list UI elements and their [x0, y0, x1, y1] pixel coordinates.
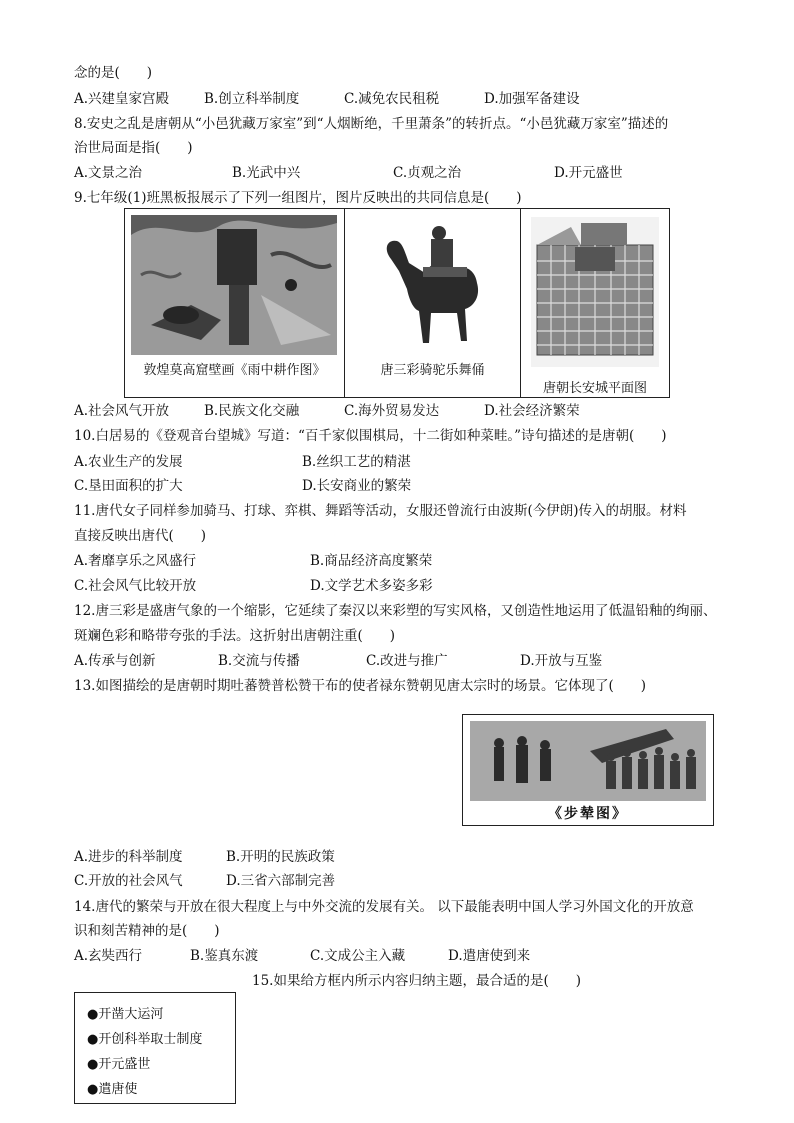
q8-option-a[interactable]: A.文景之治 [74, 165, 143, 181]
changan-map-image [531, 217, 659, 367]
q9-image-camel-cell [345, 209, 521, 397]
q9-option-a[interactable]: A.社会风气开放 [74, 403, 170, 419]
q10-stem: 10.白居易的《登观音台望城》写道：“百千家似围棋局，十二街如种菜畦。”诗句描述的是唐朝( ) [74, 428, 667, 444]
q14-stem-line1: 14.唐代的繁荣与开放在很大程度上与中外交流的发展有关。 以下最能表明中国人学习外国文化的开放意 [74, 899, 694, 915]
q15-topic-box [74, 992, 236, 1104]
q15-item-envoys: ●遣唐使 [87, 1082, 138, 1097]
q10-option-a[interactable]: A.农业生产的发展 [74, 454, 183, 470]
q13-stem: 13.如图描绘的是唐朝时期吐蕃赞普松赞干布的使者禄东赞朝见唐太宗时的场景。它体现了( ) [74, 678, 647, 694]
q7-option-d[interactable]: D.加强军备建设 [484, 91, 580, 107]
q15-stem: 15.如果给方框内所示内容归纳主题，最合适的是( ) [252, 973, 582, 989]
q13-option-d[interactable]: D.三省六部制完善 [226, 873, 336, 889]
q9-caption-changan: 唐朝长安城平面图 [542, 381, 647, 396]
buniantu-painting-image [470, 721, 706, 801]
q12-option-a[interactable]: A.传承与创新 [74, 653, 156, 669]
q12-option-d[interactable]: D.开放与互鉴 [520, 653, 603, 669]
q10-option-c[interactable]: C.垦田面积的扩大 [74, 478, 183, 494]
q15-item-imperial-exam: ●开创科举取士制度 [87, 1032, 203, 1047]
q14-option-a[interactable]: A.玄奘西行 [74, 948, 143, 964]
q13-option-c[interactable]: C.开放的社会风气 [74, 873, 183, 889]
mural-image [131, 215, 337, 355]
q12-option-b[interactable]: B.交流与传播 [218, 653, 300, 669]
q13-option-b[interactable]: B.开明的民族政策 [226, 849, 335, 865]
q11-option-d[interactable]: D.文学艺术多姿多彩 [310, 578, 433, 594]
q14-stem-line2: 识和刻苦精神的是( ) [74, 923, 220, 939]
camel-figurine-image [373, 219, 493, 349]
q9-stem: 9.七年级(1)班黑板报展示了下列一组图片，图片反映出的共同信息是( ) [74, 190, 522, 206]
q7-option-c[interactable]: C.减免农民租税 [344, 91, 440, 107]
q11-option-c[interactable]: C.社会风气比较开放 [74, 578, 197, 594]
q9-caption-mural: 敦煌莫高窟壁画《雨中耕作图》 [143, 363, 326, 378]
q11-option-a[interactable]: A.奢靡享乐之风盛行 [74, 553, 197, 569]
q9-option-d[interactable]: D.社会经济繁荣 [484, 403, 580, 419]
q11-option-b[interactable]: B.商品经济高度繁荣 [310, 553, 433, 569]
q15-item-kaiyuan: ●开元盛世 [87, 1057, 151, 1072]
q7-stem-tail: 念的是( ) [74, 65, 153, 81]
q13-caption: 《步辇图》 [548, 806, 628, 822]
q8-option-d[interactable]: D.开元盛世 [554, 165, 623, 181]
q13-option-a[interactable]: A.进步的科举制度 [74, 849, 183, 865]
q7-option-a[interactable]: A.兴建皇家宫殿 [74, 91, 170, 107]
q14-option-c[interactable]: C.文成公主入藏 [310, 948, 406, 964]
q8-option-b[interactable]: B.光武中兴 [232, 165, 301, 181]
q7-option-b[interactable]: B.创立科举制度 [204, 91, 300, 107]
q9-image-table [124, 208, 670, 398]
q10-option-b[interactable]: B.丝织工艺的精湛 [302, 454, 411, 470]
q14-option-b[interactable]: B.鉴真东渡 [190, 948, 259, 964]
q9-option-c[interactable]: C.海外贸易发达 [344, 403, 440, 419]
q11-stem-line1: 11.唐代女子同样参加骑马、打球、弈棋、舞蹈等活动，女服还曾流行由波斯(今伊朗)传入的胡服。材料 [74, 503, 687, 519]
q8-stem-line1: 8.安史之乱是唐朝从“小邑犹藏万家室”到“人烟断绝，千里萧条”的转折点。“小邑犹藏万家室”描述的 [74, 116, 669, 132]
q9-image-mural-cell [125, 209, 345, 397]
q12-stem-line2: 斑斓色彩和略带夸张的手法。这折射出唐朝注重( ) [74, 628, 396, 644]
q15-item-grand-canal: ●开凿大运河 [87, 1007, 164, 1022]
q8-option-c[interactable]: C.贞观之治 [393, 165, 462, 181]
q11-stem-line2: 直接反映出唐代( ) [74, 528, 207, 544]
q8-stem-line2: 治世局面是指( ) [74, 140, 193, 156]
q14-option-d[interactable]: D.遣唐使到来 [448, 948, 531, 964]
q12-option-c[interactable]: C.改进与推广 [366, 653, 448, 669]
q9-image-changan-cell [521, 209, 669, 397]
q12-stem-line1: 12.唐三彩是盛唐气象的一个缩影，它延续了秦汉以来彩塑的写实风格，又创造性地运用了低温铅釉的绚丽、 [74, 603, 717, 619]
q10-option-d[interactable]: D.长安商业的繁荣 [302, 478, 412, 494]
q9-caption-camel: 唐三彩骑驼乐舞俑 [380, 363, 485, 378]
q9-option-b[interactable]: B.民族文化交融 [204, 403, 300, 419]
q13-painting-frame [462, 714, 714, 826]
